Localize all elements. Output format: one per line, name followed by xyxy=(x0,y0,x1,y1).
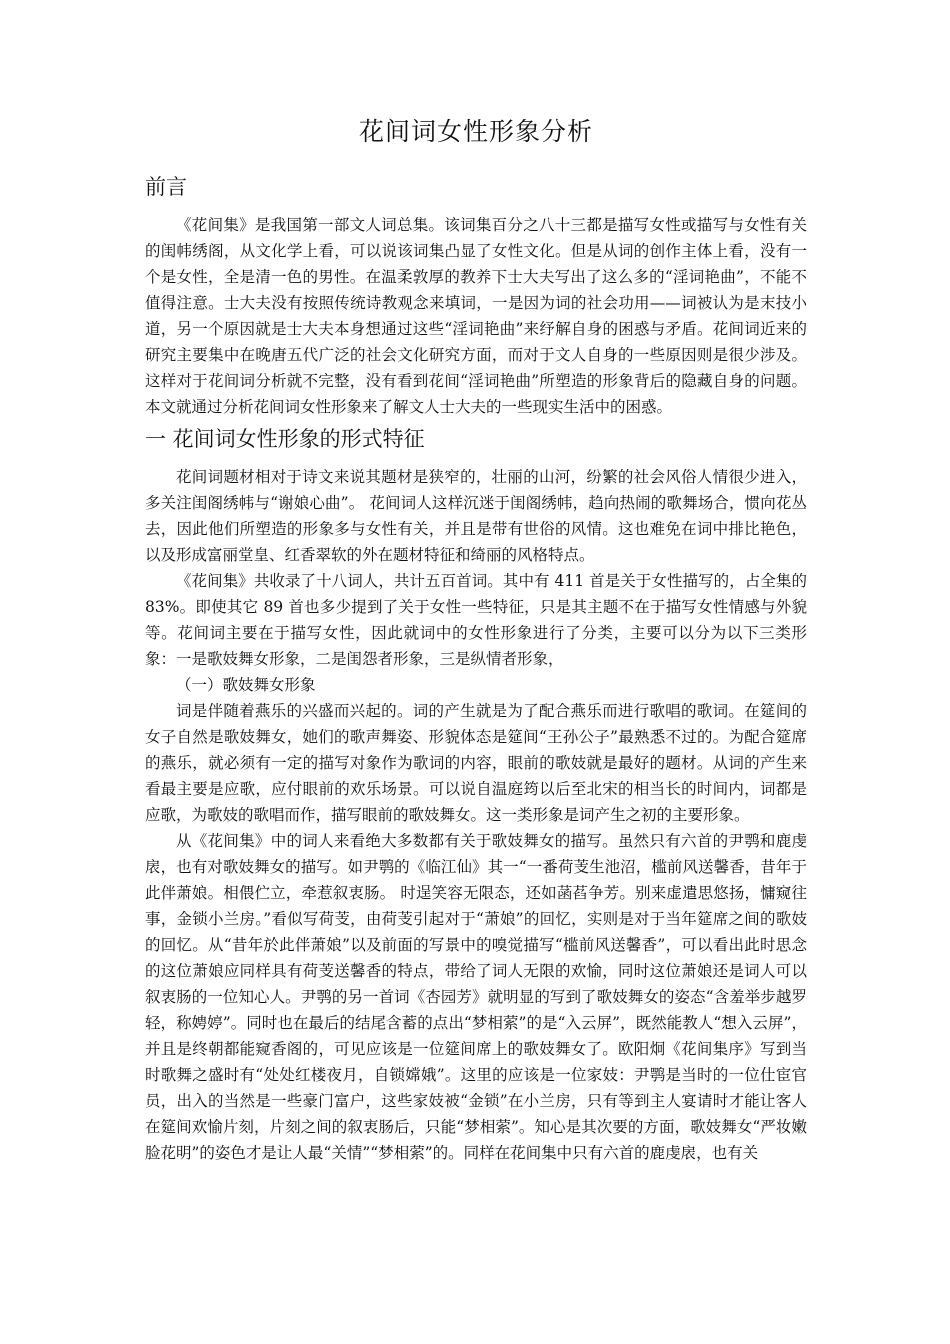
document-title: 花间词女性形象分析 xyxy=(358,117,593,146)
section1-heading: 一 花间词女性形象的形式特征 xyxy=(145,427,425,451)
section1-paragraph-2: 《花间集》共收录了十八词人，共计五百首词。其中有 411 首是关于女性描写的，占全集的 83%。即使其它 89 首也多少提到了关于女性一些特征，只是其主题不在于描写女性情感与外貌等。花间词主要在于描写女性，因此就词中的女性形象进行了分类，主要可以分为以下三类形象：一是歌妓舞女形象，二是闺怨者形象，三是纵情者形象， xyxy=(145,572,807,668)
section1-paragraph-4: 从《花间集》中的词人来看绝大多数都有关于歌妓舞女的描写。虽然只有六首的尹鹗和鹿虔扆，也有对歌妓舞女的描写。如尹鹗的《临江仙》其一“一番荷芰生池沼，槛前风送馨香，昔年于此伴萧娘。相偎伫立，牵惹叙衷肠。 时逞笑容无限态，还如菡萏争芳。别来虚遣思悠扬，慵窥往事，金锁小兰房。”看似写荷芰，由荷芰引起对于“萧娘”的回忆，实则是对于当年筵席之间的歌妓的回忆。从“昔年於此伴萧娘”以及前面的写景中的嗅觉描写“槛前风送馨香”，可以看出此时思念的这位萧娘应同样具有荷芰送馨香的特点，带给了词人无限的欢愉，同时这位萧娘还是词人可以叙衷肠的一位知心人。尹鹗的另一首词《杏园芳》就明显的写到了歌妓舞女的姿态“含羞举步越罗轻，称娉婷”。同时也在最后的结尾含蓄的点出“梦相萦”的是“入云屏”，既然能教人“想入云屏”，并且是终朝都能窥香阁的，可见应该是一位筵间席上的歌妓舞女了。欧阳炯《花间集序》写到当时歌舞之盛时有“处处红楼夜月，自锁嫦娥”。这里的应该是一位家妓：尹鹗是当时的一位仕宦官员，出入的当然是一些豪门富户，这些家妓被“金锁”在小兰房，只有等到主人宴请时才能让客人在筵间欢愉片刻，片刻之间的叙衷肠后，只能“梦相萦”。知心是其次要的方面，歌妓舞女“严妆嫩脸花明”的姿色才是让人最“关情”“梦相萦”的。同样在花间集中只有六首的鹿虔扆，也有关 xyxy=(145,832,807,1162)
preface-heading: 前言 xyxy=(145,175,187,199)
document-page xyxy=(145,112,807,1166)
subheading-singers-dancers: （一）歌妓舞女形象 xyxy=(176,676,316,694)
preface-paragraph: 《花间集》是我国第一部文人词总集。该词集百分之八十三都是描写女性或描写与女性有关的闺帏绣阁，从文化学上看，可以说该词集凸显了女性文化。但是从词的创作主体上看，没有一个是女性，全是清一色的男性。在温柔敦厚的教养下士大夫写出了这么多的“淫词艳曲”，不能不值得注意。士大夫没有按照传统诗教观念来填词，一是因为词的社会功用——词被认为是末技小道，另一个原因就是士大夫本身想通过这些“淫词艳曲”来纾解自身的困惑与矛盾。花间词近来的研究主要集中在晚唐五代广泛的社会文化研究方面，而对于文人自身的一些原因则是很少涉及。这样对于花间词分析就不完整，没有看到花间“淫词艳曲”所塑造的形象背后的隐藏自身的问题。本文就通过分析花间词女性形象来了解文人士大夫的一些现实生活中的困惑。 xyxy=(145,216,807,416)
section1-paragraph-1: 花间词题材相对于诗文来说其题材是狭窄的，壮丽的山河，纷繁的社会风俗人情很少进入，多关注闺阁绣帏与“谢娘心曲”。 花间词人这样沉迷于闺阁绣帏，趋向热闹的歌舞场合，惯向花丛去，因此他们所塑造的形象多与女性有关，并且是带有世俗的风情。这也难免在词中排比艳色，以及形成富丽堂皇、红香翠软的外在题材特征和绮丽的风格特点。 xyxy=(145,468,807,564)
section1-paragraph-3: 词是伴随着燕乐的兴盛而兴起的。词的产生就是为了配合燕乐而进行歌唱的歌词。在筵间的女子自然是歌妓舞女，她们的歌声舞姿、形貌体态是筵间“王孙公子”最熟悉不过的。为配合筵席的燕乐，就必须有一定的描写对象作为歌词的内容，眼前的歌妓就是最好的题材。从词的产生来看最主要是应歌，应付眼前的欢乐场景。可以说自温庭筠以后至北宋的相当长的时间内，词都是应歌，为歌妓的歌唱而作，描写眼前的歌妓舞女。这一类形象是词产生之初的主要形象。 xyxy=(145,702,807,824)
